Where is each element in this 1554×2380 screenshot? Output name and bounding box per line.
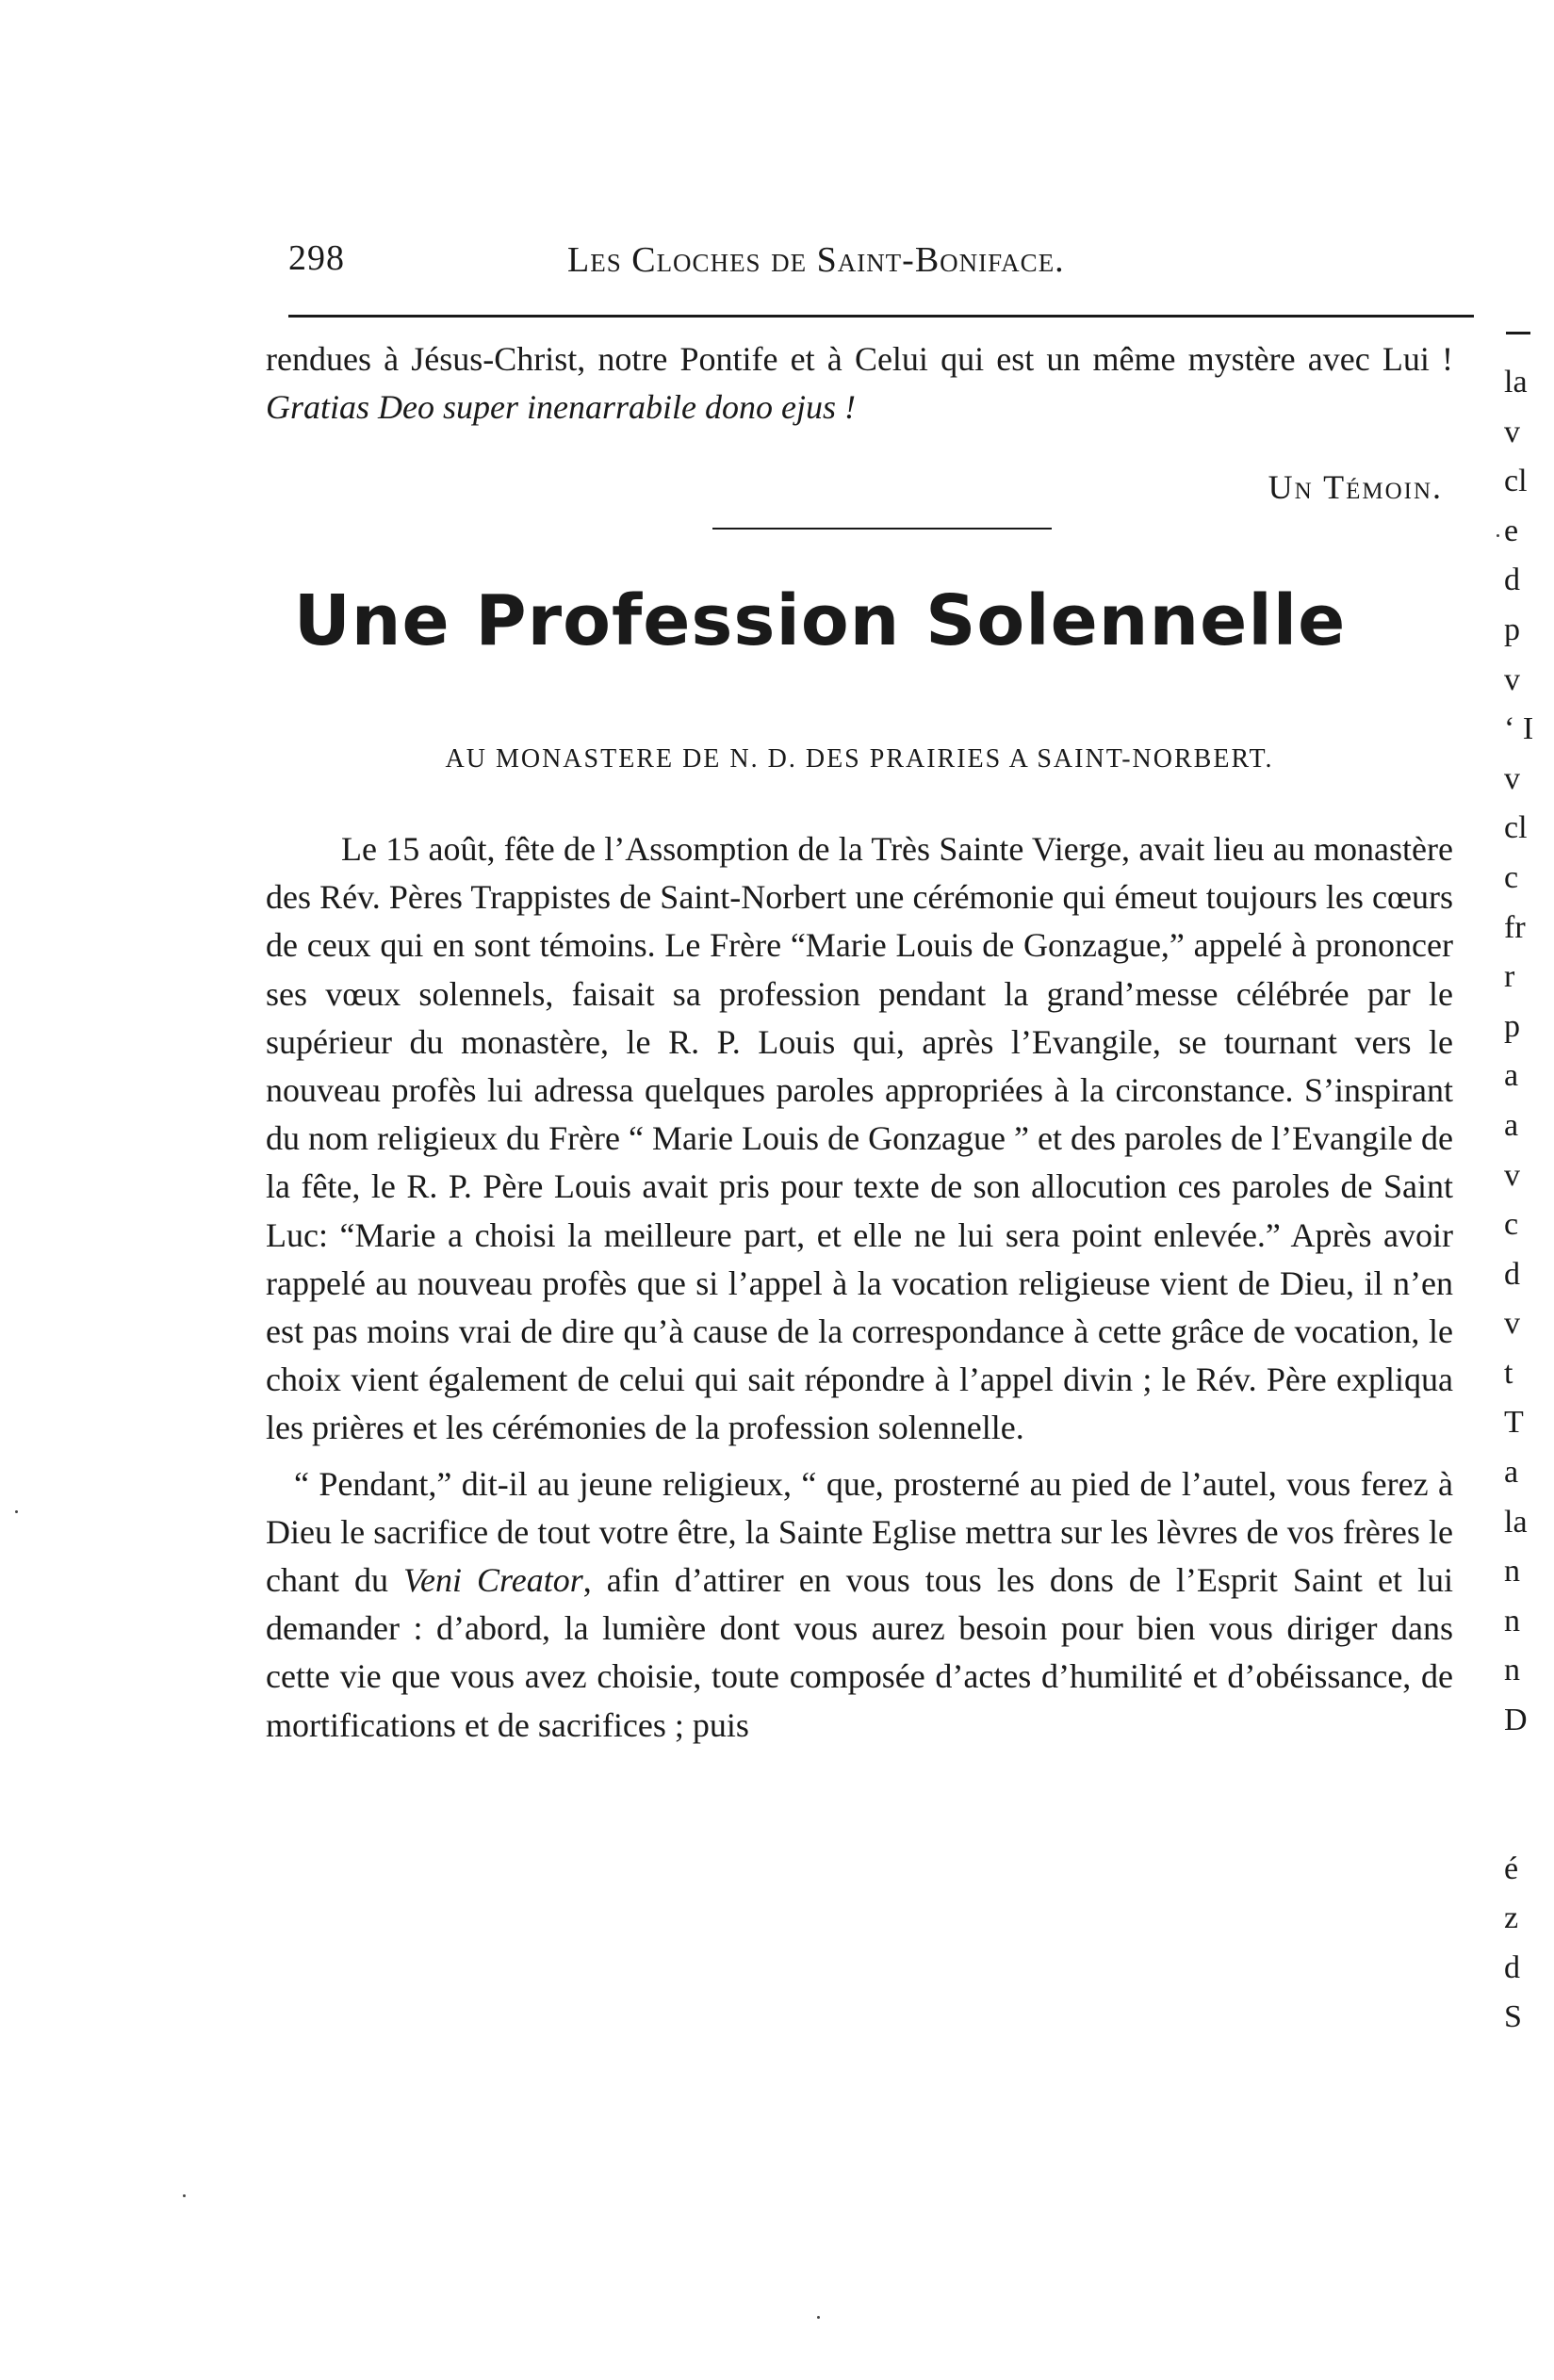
facing-page-rule: [1506, 332, 1530, 334]
facing-page-fragment: fr: [1504, 909, 1526, 945]
article-subtitle: AU MONASTERE DE N. D. DES PRAIRIES A SAINT-NORBERT.: [445, 744, 1274, 774]
facing-page-fragment: v: [1504, 1157, 1520, 1193]
scan-speck: [183, 2194, 186, 2197]
paragraph-2-text-b: , afin d’attirer en vous tous les dons de l’Esprit Saint et lui demander : d’abord, la lumière dont vous aurez besoin pour bien vous diriger dans cette vie que vous avez choisie, toute composée d’actes d’humilité et d’obéissance, de mortifications et de sacrifices ; puis: [266, 1561, 1453, 1744]
fragment-gap: [1504, 1746, 1554, 1845]
facing-page-fragment: z: [1504, 1900, 1519, 1936]
page-header: [288, 237, 1476, 294]
facing-page-fragment: la: [1504, 1504, 1528, 1540]
facing-page-fragment: a: [1504, 1058, 1519, 1094]
facing-page-fragment: d: [1504, 562, 1520, 598]
facing-page-fragment: c: [1504, 1207, 1519, 1243]
facing-page-fragment: cl: [1504, 464, 1528, 499]
facing-page-fragment: d: [1504, 1949, 1520, 1985]
paragraph-2-latin: Veni Creator: [403, 1561, 583, 1600]
paragraph-2-text-a: “ Pendant,” dit-il au jeune religieux, “ que, prosterné au pied de l’autel, vous ferez à Dieu le sacrifice de tout votre être, la Sainte Eglise mettra sur les lèvres de vos frères le chant du: [266, 1464, 1453, 1600]
section-divider: [712, 528, 1052, 530]
facing-page-fragment: v: [1504, 1306, 1520, 1342]
previous-article-paragraph: [266, 335, 1453, 432]
facing-page-fragment: v: [1504, 760, 1520, 796]
scan-speck: [817, 2316, 820, 2319]
facing-page-fragment: n: [1504, 1554, 1520, 1589]
facing-page-fragment: p: [1504, 611, 1520, 647]
running-title: Les Cloches de Saint-Boniface.: [567, 240, 1065, 280]
facing-page-fragment: p: [1504, 1008, 1520, 1044]
paragraph-1: Le 15 août, fête de l’Assomption de la Très Sainte Vierge, avait lieu au monastère des Rév. Pères Trappistes de Saint-Norbert une cérémonie qui émeut toujours les cœurs de ceux qui en sont témoins. Le Frère “Marie Louis de Gonzague,” appelé à prononcer ses vœux solennels, faisait sa profession pendant la grand’messe célébrée par le supérieur du monastère, le R. P. Louis qui, après l’Evangile, se tournant vers le nouveau profès lui adressa quelques paroles appropriées à la circonstance. S’inspirant du nom religieux du Frère “ Marie Louis de Gonzague ” et des paroles de l’Evangile de la fête, le R. P. Père Louis avait pris pour texte de son allocution ces paroles de Saint Luc: “Marie a choisi la meilleure part, et elle ne lui sera point enlevée.” Après avoir rappelé au nouveau profès que si l’appel à la vocation religieuse vient de Dieu, il n’en est pas moins vrai de dire qu’à cause de la correspondance à cette grâce de vocation, le choix vient également de celui qui sait répondre à l’appel divin ; le Rév. Père expliqua les prières et les cérémonies de la profession solennelle.: [266, 830, 1453, 1447]
facing-page-fragment: n: [1504, 1603, 1520, 1638]
facing-page-fragment: n: [1504, 1653, 1520, 1688]
facing-page-fragment: a: [1504, 1455, 1519, 1491]
previous-article-text: rendues à Jésus-Christ, notre Pontife et à Celui qui est un même mystère avec Lui !: [266, 340, 1453, 378]
latin-quote: Gratias Deo super inenarrabile dono ejus !: [266, 388, 856, 426]
facing-page-fragment: t: [1504, 1355, 1513, 1391]
facing-page-fragment: S: [1504, 1999, 1522, 2035]
facing-page-fragment: ‘ I: [1504, 711, 1534, 747]
scan-speck: [15, 1510, 18, 1513]
facing-page-fragment: T: [1504, 1405, 1524, 1441]
facing-page-fragment: d: [1504, 1256, 1520, 1292]
paragraph-2: [266, 1460, 1453, 1750]
facing-page-fragment: é: [1504, 1850, 1519, 1886]
facing-page-fragment: cl: [1504, 810, 1528, 846]
facing-page-fragment: v: [1504, 661, 1520, 697]
facing-page-fragment: r: [1504, 959, 1515, 995]
facing-page-fragments: [1504, 358, 1554, 2043]
facing-page-fragment: D: [1504, 1703, 1528, 1738]
facing-page-fragment: e: [1504, 513, 1519, 548]
signature: Un Témoin.: [1268, 468, 1443, 506]
page-number: 298: [288, 238, 345, 278]
previous-article-ending: [266, 335, 1453, 432]
article-title: Une Profession Solennelle: [293, 580, 1347, 661]
facing-page-fragment: a: [1504, 1107, 1519, 1143]
facing-page-fragment: c: [1504, 859, 1519, 895]
facing-page-fragment: la: [1504, 365, 1528, 399]
scan-speck: [1497, 534, 1499, 537]
header-rule: [288, 315, 1474, 318]
article-body: [266, 825, 1453, 1757]
facing-page-fragment: v: [1504, 414, 1520, 449]
